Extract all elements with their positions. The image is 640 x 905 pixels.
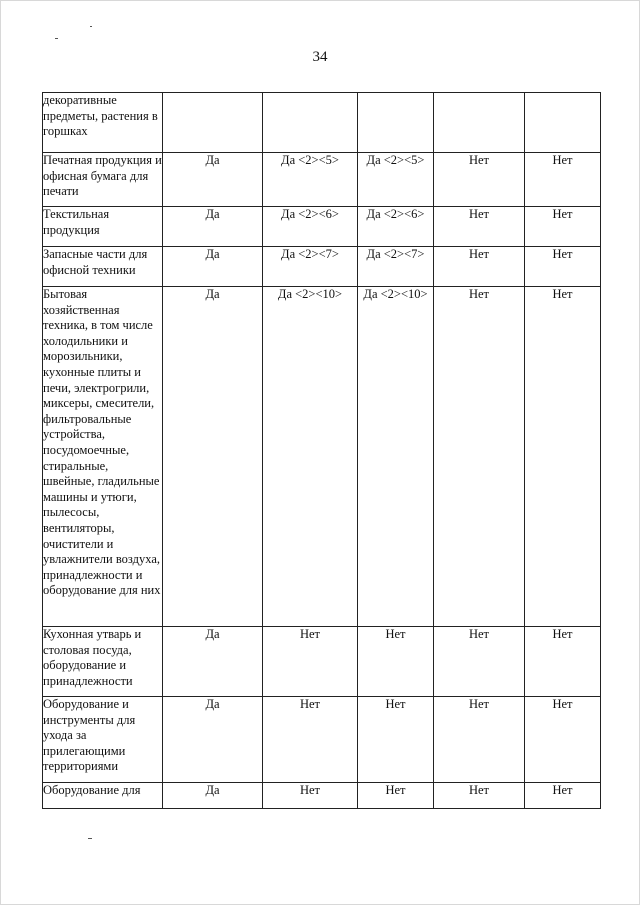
- cell-value: Нет: [434, 783, 525, 809]
- cell-value: Да <2><6>: [358, 207, 434, 247]
- cell-value: Нет: [263, 697, 358, 783]
- table-row: [43, 697, 601, 783]
- cell-value: Нет: [358, 783, 434, 809]
- cell-value: Нет: [434, 287, 525, 627]
- cell-value: Да <2><6>: [263, 207, 358, 247]
- row-label: Текстильная продукция: [43, 207, 163, 247]
- row-label: Бытовая хозяйственная техника, в том числе холодильники и морозильники, кухонные плиты и печи, электрогрили, миксеры, смесители, фильтровальные устройства, посудомоечные, стиральные, швейные, гладильные машины и утюги, пылесосы, вентиляторы, очистители и увлажнители воздуха, принадлежности и оборудование для них: [43, 287, 163, 627]
- cell-value: Да <2><5>: [358, 153, 434, 207]
- row-label: Кухонная утварь и столовая посуда, оборудование и принадлежности: [43, 627, 163, 697]
- cell-value: Нет: [525, 247, 601, 287]
- cell-value: Нет: [358, 627, 434, 697]
- table-row: [43, 93, 601, 153]
- cell-value: Нет: [263, 627, 358, 697]
- row-label: Оборудование для: [43, 783, 163, 809]
- cell-value: [525, 93, 601, 153]
- cell-value: Да <2><5>: [263, 153, 358, 207]
- table-row: [43, 783, 601, 809]
- cell-value: Нет: [525, 287, 601, 627]
- row-label: Печатная продукция и офисная бумага для печати: [43, 153, 163, 207]
- scan-speck: [88, 838, 92, 839]
- cell-value: [163, 93, 263, 153]
- cell-value: Да: [163, 247, 263, 287]
- table-row: [43, 153, 601, 207]
- cell-value: Нет: [263, 783, 358, 809]
- cell-value: Да: [163, 207, 263, 247]
- cell-value: Нет: [434, 207, 525, 247]
- cell-value: Да <2><7>: [358, 247, 434, 287]
- table-row: [43, 627, 601, 697]
- cell-value: Да: [163, 153, 263, 207]
- cell-value: Нет: [525, 697, 601, 783]
- cell-value: [263, 93, 358, 153]
- row-label: Запасные части для офисной техники: [43, 247, 163, 287]
- row-label: декоративные предметы, растения в горшках: [43, 93, 163, 153]
- cell-value: Нет: [525, 783, 601, 809]
- cell-value: [434, 93, 525, 153]
- table-row: [43, 207, 601, 247]
- table-row: [43, 287, 601, 627]
- cell-value: Да: [163, 697, 263, 783]
- cell-value: Нет: [434, 153, 525, 207]
- cell-value: Да <2><10>: [358, 287, 434, 627]
- table-row: [43, 247, 601, 287]
- scan-speck: [55, 38, 58, 39]
- cell-value: Да: [163, 627, 263, 697]
- cell-value: Нет: [525, 153, 601, 207]
- cell-value: Да <2><10>: [263, 287, 358, 627]
- cell-value: Да: [163, 783, 263, 809]
- cell-value: [358, 93, 434, 153]
- scan-speck: [90, 26, 92, 27]
- cell-value: Нет: [434, 697, 525, 783]
- data-table: [42, 92, 601, 809]
- cell-value: Нет: [434, 627, 525, 697]
- cell-value: Нет: [525, 207, 601, 247]
- cell-value: Нет: [358, 697, 434, 783]
- cell-value: Да <2><7>: [263, 247, 358, 287]
- row-label: Оборудование и инструменты для ухода за прилегающими территориями: [43, 697, 163, 783]
- cell-value: Да: [163, 287, 263, 627]
- cell-value: Нет: [525, 627, 601, 697]
- page-number: 34: [312, 49, 328, 65]
- cell-value: Нет: [434, 247, 525, 287]
